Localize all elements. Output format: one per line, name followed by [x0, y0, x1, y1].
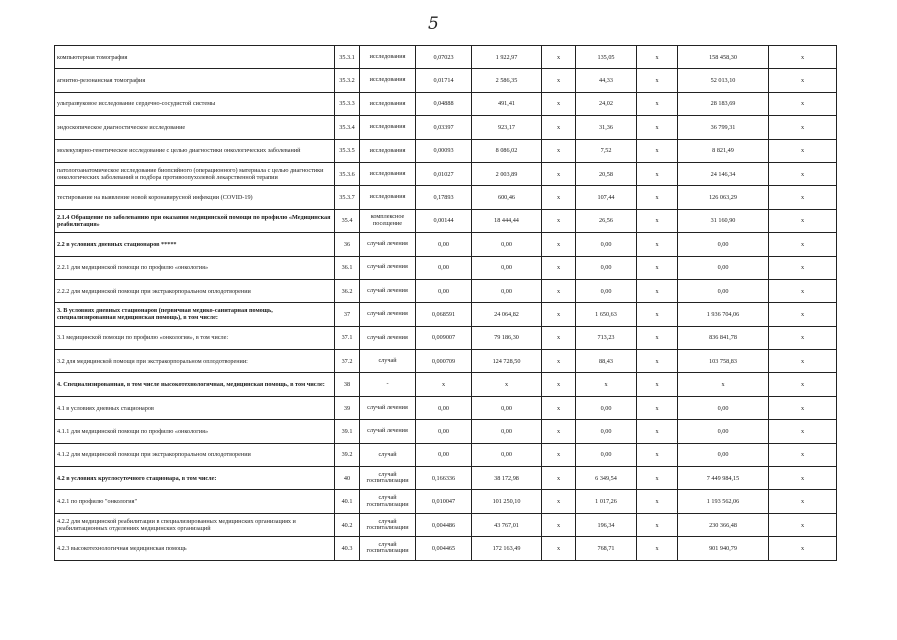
table-row	[55, 537, 837, 560]
row-name: 4.2.3 высокотехнологичная медицинская помощь	[55, 537, 335, 560]
row-unit: случай лечения	[360, 279, 416, 302]
row-code: 35.3.3	[335, 92, 360, 115]
row-name: 4.1 в условиях дневных стационаров	[55, 396, 335, 419]
row-cell-x: x	[542, 396, 576, 419]
row-per-capita: 0,00	[576, 279, 637, 302]
row-code: 36.2	[335, 279, 360, 302]
row-normative: 0,00	[416, 256, 472, 279]
row-unit: исследования	[360, 186, 416, 209]
row-cell-x: x	[542, 256, 576, 279]
row-cell-x: x	[769, 92, 837, 115]
row-code: 39	[335, 396, 360, 419]
row-total: 230 366,48	[678, 513, 769, 536]
row-cell-x: x	[769, 350, 837, 373]
row-cost: 491,41	[472, 92, 542, 115]
row-cost: 0,00	[472, 443, 542, 466]
row-cell-x: x	[637, 467, 678, 490]
table-body	[55, 46, 837, 561]
row-cell-x: x	[542, 420, 576, 443]
row-total: 0,00	[678, 279, 769, 302]
row-unit: случай лечения	[360, 420, 416, 443]
row-normative: 0,166336	[416, 467, 472, 490]
row-code: 38	[335, 373, 360, 396]
row-unit: случай лечения	[360, 256, 416, 279]
row-per-capita: 0,00	[576, 233, 637, 256]
row-normative: 0,00144	[416, 209, 472, 232]
row-cost: 600,46	[472, 186, 542, 209]
row-cell-x: x	[637, 139, 678, 162]
row-cell-x: x	[542, 443, 576, 466]
row-cell-x: x	[637, 513, 678, 536]
row-cell-x: x	[542, 373, 576, 396]
table-row	[55, 256, 837, 279]
row-cost: 2 586,35	[472, 69, 542, 92]
row-cell-x: x	[769, 513, 837, 536]
row-cell-x: x	[769, 139, 837, 162]
row-cell-x: x	[637, 490, 678, 513]
row-code: 35.3.6	[335, 162, 360, 185]
row-cost: 0,00	[472, 420, 542, 443]
row-cell-x: x	[769, 396, 837, 419]
row-cost: 0,00	[472, 396, 542, 419]
row-total: x	[678, 373, 769, 396]
row-cell-x: x	[637, 279, 678, 302]
row-name: 2.2.1 для медицинской помощи по профилю «онкология»	[55, 256, 335, 279]
row-cost: 172 163,49	[472, 537, 542, 560]
row-cost: x	[472, 373, 542, 396]
row-name: 2.2 в условиях дневных стационаров *****	[55, 233, 335, 256]
row-per-capita: 135,05	[576, 46, 637, 69]
row-normative: 0,00	[416, 279, 472, 302]
row-name: 4.2.2 для медицинской реабилитации в специализированных медицинских организациях и реабилитационных отделениях медицинских организаций	[55, 513, 335, 536]
row-cost: 0,00	[472, 279, 542, 302]
row-normative: 0,07023	[416, 46, 472, 69]
row-per-capita: 768,71	[576, 537, 637, 560]
table-row	[55, 490, 837, 513]
row-cell-x: x	[637, 537, 678, 560]
row-total: 8 821,49	[678, 139, 769, 162]
row-cell-x: x	[769, 233, 837, 256]
row-per-capita: 44,33	[576, 69, 637, 92]
row-unit: комплексное посещение	[360, 209, 416, 232]
row-name: 3. В условиях дневных стационаров (первичная медико-санитарная помощь, специализированная медицинская помощь), в том числе:	[55, 303, 335, 326]
row-total: 0,00	[678, 443, 769, 466]
row-code: 35.3.1	[335, 46, 360, 69]
row-unit: исследования	[360, 46, 416, 69]
row-code: 35.3.5	[335, 139, 360, 162]
row-per-capita: 31,36	[576, 116, 637, 139]
row-per-capita: 1 017,26	[576, 490, 637, 513]
row-cell-x: x	[542, 46, 576, 69]
row-unit: случай	[360, 350, 416, 373]
table-row	[55, 350, 837, 373]
row-normative: x	[416, 373, 472, 396]
row-cell-x: x	[542, 209, 576, 232]
table-row	[55, 162, 837, 185]
table-row	[55, 209, 837, 232]
row-cell-x: x	[637, 209, 678, 232]
row-per-capita: 88,43	[576, 350, 637, 373]
row-total: 28 183,69	[678, 92, 769, 115]
row-per-capita: 7,52	[576, 139, 637, 162]
row-code: 39.1	[335, 420, 360, 443]
row-cell-x: x	[637, 233, 678, 256]
table-row	[55, 326, 837, 349]
row-unit: случай лечения	[360, 396, 416, 419]
row-normative: 0,17893	[416, 186, 472, 209]
row-cell-x: x	[542, 116, 576, 139]
row-code: 40.1	[335, 490, 360, 513]
row-code: 35.3.2	[335, 69, 360, 92]
row-cell-x: x	[637, 162, 678, 185]
row-cell-x: x	[637, 396, 678, 419]
row-code: 35.4	[335, 209, 360, 232]
table-row	[55, 396, 837, 419]
row-cell-x: x	[542, 92, 576, 115]
row-cost: 38 172,98	[472, 467, 542, 490]
row-code: 36.1	[335, 256, 360, 279]
row-cell-x: x	[769, 490, 837, 513]
table-row	[55, 513, 837, 536]
table-row	[55, 467, 837, 490]
row-cell-x: x	[769, 537, 837, 560]
row-cell-x: x	[542, 279, 576, 302]
row-total: 836 841,78	[678, 326, 769, 349]
row-cost: 2 003,89	[472, 162, 542, 185]
row-normative: 0,00093	[416, 139, 472, 162]
row-unit: исследования	[360, 92, 416, 115]
row-code: 39.2	[335, 443, 360, 466]
row-code: 35.3.7	[335, 186, 360, 209]
row-cell-x: x	[637, 326, 678, 349]
row-cost: 923,17	[472, 116, 542, 139]
table-row	[55, 116, 837, 139]
row-cell-x: x	[542, 139, 576, 162]
row-code: 37	[335, 303, 360, 326]
row-total: 0,00	[678, 233, 769, 256]
row-cell-x: x	[769, 303, 837, 326]
row-per-capita: 6 349,54	[576, 467, 637, 490]
row-total: 0,00	[678, 396, 769, 419]
row-normative: 0,00	[416, 233, 472, 256]
row-cost: 124 728,50	[472, 350, 542, 373]
row-cost: 101 250,10	[472, 490, 542, 513]
row-name: эндоскопическое диагностическое исследование	[55, 116, 335, 139]
row-normative: 0,068591	[416, 303, 472, 326]
row-cell-x: x	[542, 537, 576, 560]
row-cell-x: x	[542, 69, 576, 92]
row-normative: 0,00	[416, 396, 472, 419]
row-total: 24 146,34	[678, 162, 769, 185]
row-cell-x: x	[769, 116, 837, 139]
row-cell-x: x	[769, 69, 837, 92]
row-per-capita: 0,00	[576, 256, 637, 279]
row-cell-x: x	[769, 326, 837, 349]
row-total: 7 449 984,15	[678, 467, 769, 490]
row-unit: случай госпитализации	[360, 513, 416, 536]
row-normative: 0,00	[416, 443, 472, 466]
page-number: 5	[428, 14, 439, 34]
row-cell-x: x	[637, 303, 678, 326]
row-total: 36 799,31	[678, 116, 769, 139]
row-cell-x: x	[637, 69, 678, 92]
row-cell-x: x	[542, 162, 576, 185]
row-per-capita: 196,34	[576, 513, 637, 536]
row-normative: 0,000709	[416, 350, 472, 373]
table-row	[55, 46, 837, 69]
row-cost: 1 922,97	[472, 46, 542, 69]
row-per-capita: 20,58	[576, 162, 637, 185]
row-cell-x: x	[637, 443, 678, 466]
row-per-capita: 1 650,63	[576, 303, 637, 326]
row-total: 31 160,90	[678, 209, 769, 232]
row-name: агнитно-резонансная томография	[55, 69, 335, 92]
row-cost: 43 767,01	[472, 513, 542, 536]
row-per-capita: 0,00	[576, 396, 637, 419]
row-cell-x: x	[637, 116, 678, 139]
table-row	[55, 443, 837, 466]
row-normative: 0,03397	[416, 116, 472, 139]
row-normative: 0,010047	[416, 490, 472, 513]
row-cell-x: x	[769, 420, 837, 443]
row-name: 4.1.1 для медицинской помощи по профилю «онкология»	[55, 420, 335, 443]
row-name: компьютерная томография	[55, 46, 335, 69]
row-name: 4. Специализированная, в том числе высокотехнологичная, медицинская помощь, в том числе:	[55, 373, 335, 396]
row-cell-x: x	[769, 186, 837, 209]
table-row	[55, 373, 837, 396]
row-code: 37.2	[335, 350, 360, 373]
table-row	[55, 92, 837, 115]
row-total: 103 758,83	[678, 350, 769, 373]
row-name: 2.1.4 Обращение по заболеванию при оказании медицинской помощи по профилю «Медицинская реабилитация»	[55, 209, 335, 232]
row-name: ультразвуковое исследование сердечно-сосудистой системы	[55, 92, 335, 115]
row-total: 0,00	[678, 256, 769, 279]
row-code: 37.1	[335, 326, 360, 349]
row-normative: 0,009007	[416, 326, 472, 349]
row-cell-x: x	[769, 162, 837, 185]
row-cost: 18 444,44	[472, 209, 542, 232]
row-cost: 0,00	[472, 233, 542, 256]
row-cell-x: x	[769, 46, 837, 69]
row-name: молекулярно-генетическое исследование с целью диагностики онкологических заболеваний	[55, 139, 335, 162]
row-per-capita: 0,00	[576, 420, 637, 443]
row-per-capita: 26,56	[576, 209, 637, 232]
tariff-table	[54, 45, 837, 561]
row-cell-x: x	[769, 209, 837, 232]
row-cell-x: x	[769, 256, 837, 279]
row-unit: случай госпитализации	[360, 490, 416, 513]
row-cell-x: x	[542, 303, 576, 326]
row-unit: случай лечения	[360, 326, 416, 349]
row-cell-x: x	[637, 46, 678, 69]
row-name: 4.1.2 для медицинской помощи при экстракорпоральном оплодотворении	[55, 443, 335, 466]
row-total: 901 940,79	[678, 537, 769, 560]
row-normative: 0,004465	[416, 537, 472, 560]
row-normative: 0,01714	[416, 69, 472, 92]
row-unit: исследования	[360, 139, 416, 162]
row-code: 36	[335, 233, 360, 256]
row-cell-x: x	[769, 279, 837, 302]
row-code: 40.2	[335, 513, 360, 536]
row-per-capita: 24,02	[576, 92, 637, 115]
row-name: 3.2 для медицинской помощи при экстракорпоральном оплодотворении:	[55, 350, 335, 373]
row-total: 0,00	[678, 420, 769, 443]
row-name: 4.2.1 по профилю "онкология"	[55, 490, 335, 513]
row-per-capita: 0,00	[576, 443, 637, 466]
row-unit: случай госпитализации	[360, 467, 416, 490]
table-row	[55, 186, 837, 209]
row-code: 40	[335, 467, 360, 490]
row-unit: исследования	[360, 162, 416, 185]
row-cell-x: x	[542, 233, 576, 256]
table-row	[55, 69, 837, 92]
row-cell-x: x	[769, 373, 837, 396]
row-cell-x: x	[637, 92, 678, 115]
row-cell-x: x	[542, 326, 576, 349]
row-name: тестирование на выявление новой коронавирусной инфекции (COVID-19)	[55, 186, 335, 209]
row-per-capita: 713,23	[576, 326, 637, 349]
row-total: 126 063,29	[678, 186, 769, 209]
row-normative: 0,00	[416, 420, 472, 443]
row-unit: случай лечения	[360, 303, 416, 326]
row-name: патологоанатомическое исследование биопсийного (операционного) материала с целью диагностики онкологических заболеваний и подбора противоопухолевой лекарственной терапии	[55, 162, 335, 185]
row-normative: 0,004486	[416, 513, 472, 536]
row-cost: 8 086,02	[472, 139, 542, 162]
row-name: 3.1 медицинской помощи по профилю «онкология», в том числе:	[55, 326, 335, 349]
row-per-capita: x	[576, 373, 637, 396]
row-total: 1 936 704,06	[678, 303, 769, 326]
row-cell-x: x	[542, 467, 576, 490]
row-cell-x: x	[637, 373, 678, 396]
row-cost: 0,00	[472, 256, 542, 279]
row-cell-x: x	[637, 420, 678, 443]
row-normative: 0,04888	[416, 92, 472, 115]
row-cell-x: x	[637, 186, 678, 209]
table-row	[55, 233, 837, 256]
table-row	[55, 139, 837, 162]
row-cost: 24 064,82	[472, 303, 542, 326]
table-row	[55, 303, 837, 326]
row-unit: случай	[360, 443, 416, 466]
row-normative: 0,01027	[416, 162, 472, 185]
row-per-capita: 107,44	[576, 186, 637, 209]
row-name: 4.2 в условиях круглосуточного стационара, в том числе:	[55, 467, 335, 490]
row-total: 1 193 562,06	[678, 490, 769, 513]
table-row	[55, 420, 837, 443]
row-name: 2.2.2 для медицинской помощи при экстракорпоральном оплодотворении	[55, 279, 335, 302]
table-row	[55, 279, 837, 302]
row-cell-x: x	[542, 513, 576, 536]
row-total: 52 013,10	[678, 69, 769, 92]
row-total: 158 458,30	[678, 46, 769, 69]
row-cost: 79 186,30	[472, 326, 542, 349]
row-unit: исследования	[360, 116, 416, 139]
row-cell-x: x	[542, 186, 576, 209]
row-cell-x: x	[637, 256, 678, 279]
row-code: 35.3.4	[335, 116, 360, 139]
row-cell-x: x	[769, 443, 837, 466]
row-unit: -	[360, 373, 416, 396]
row-cell-x: x	[542, 490, 576, 513]
row-unit: случай лечения	[360, 233, 416, 256]
row-cell-x: x	[637, 350, 678, 373]
row-cell-x: x	[769, 467, 837, 490]
row-cell-x: x	[542, 350, 576, 373]
row-code: 40.3	[335, 537, 360, 560]
row-unit: случай госпитализации	[360, 537, 416, 560]
row-unit: исследования	[360, 69, 416, 92]
